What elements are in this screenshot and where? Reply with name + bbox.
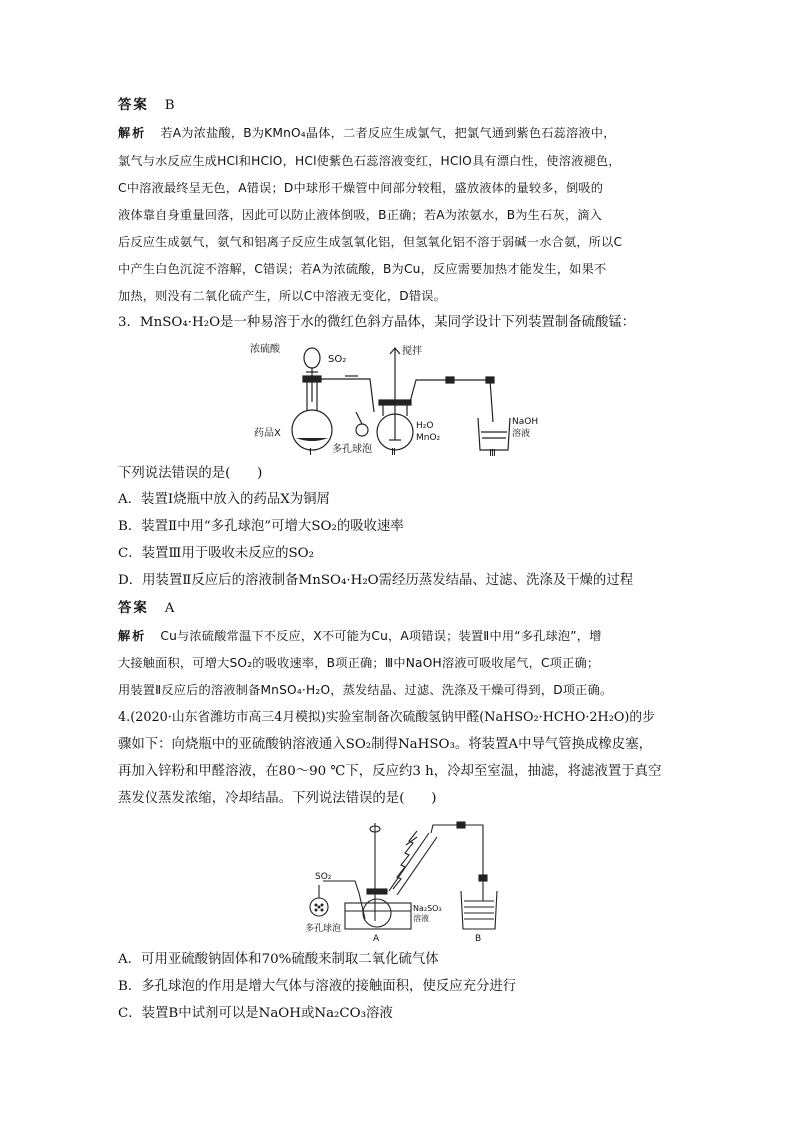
q3-option-c: C．装置Ⅲ用于吸收未反应的SO₂ xyxy=(118,546,314,561)
label-apparatus-ii: Ⅱ xyxy=(391,447,396,458)
label-bubbler: 多孔球泡 xyxy=(332,444,372,455)
label-conc-acid: 浓硫酸 xyxy=(250,344,280,355)
porous-bubbler xyxy=(356,424,368,436)
q3-prompt: 下列说法错误的是( ) xyxy=(118,466,263,481)
q3-option-a: A．装置Ⅰ烧瓶中放入的药品X为铜屑 xyxy=(118,492,330,507)
q3-option-b: B．装置Ⅱ中用“多孔球泡”可增大SO₂的吸收速率 xyxy=(118,519,404,534)
q4-stem: 4.(2020·山东省潍坊市高三4月模拟)实验室制备次硫酸氢钠甲醛(NaHSO₂·HCHO·2H₂O)的步 xyxy=(118,710,655,725)
q3-stem: 3．MnSO₄·H₂O是一种易溶于水的微红色斜方晶体，某同学设计下列装置制备硫酸锰： xyxy=(118,315,636,330)
q2-analysis-text: 液体靠自身重量回落，因此可以防止液体倒吸，B正确；若A为浓氨水，B为生石灰，滴入 xyxy=(118,208,602,222)
q4-option-b: B．多孔球泡的作用是增大气体与溶液的接触面积，使反应充分进行 xyxy=(118,979,517,994)
q2-analysis-text: 中产生白色沉淀不溶解，C错误；若A为浓硫酸，B为Cu，反应需要加热才能发生，如果不 xyxy=(118,262,607,276)
q3-analysis-text: Cu与浓硫酸常温下不反应，X不可能为Cu，A项错误；装置Ⅱ中用“多孔球泡”，增 xyxy=(160,629,602,643)
q2-answer: B xyxy=(164,98,175,113)
answer-label: 答案 xyxy=(118,600,149,616)
label-apparatus-iii: Ⅲ xyxy=(489,448,496,459)
q3-answer-line xyxy=(118,598,174,619)
label-drug-x: 药品X xyxy=(254,428,281,439)
drug-x xyxy=(296,438,328,441)
q2-analysis-text: 氯气与水反应生成HCl和HClO，HCl使紫色石蕊溶液变红，HClO具有漂白性，使溶液褪色， xyxy=(118,154,621,168)
q2-answer-line xyxy=(118,95,175,116)
label-so2: SO₂ xyxy=(315,872,332,882)
label-apparatus-b: B xyxy=(475,934,482,944)
q2-analysis-text: C中溶液最终呈无色，A错误；D中球形干燥管中间部分较粗，盛放液体的量较多，倒吸的 xyxy=(118,181,604,195)
q3-analysis-text: 大接触面积，可增大SO₂的吸收速率，B项正确；Ⅲ中NaOH溶液可吸收尾气，C项正确； xyxy=(118,656,600,670)
q3-analysis-text: 用装置Ⅱ反应后的溶液制备MnSO₄·H₂O，蒸发结晶、过滤、洗涤及干燥可得到，D项正确。 xyxy=(118,683,613,697)
q3-answer: A xyxy=(164,601,175,616)
label-apparatus-a: A xyxy=(373,934,380,944)
label-mno2: MnO₂ xyxy=(416,433,441,443)
analysis-label: 解析 xyxy=(118,126,147,140)
q4-option-a: A．可用亚硫酸钠固体和70%硫酸来制取二氧化硫气体 xyxy=(118,952,439,967)
label-h2o: H₂O xyxy=(416,421,434,431)
q4-stem: 骤如下：向烧瓶中的亚硫酸钠溶液通入SO₂制得NaHSO₃。将装置A中导气管换成橡皮塞， xyxy=(118,737,652,752)
label-bubbler: 多孔球泡 xyxy=(305,924,342,934)
q4-apparatus-figure xyxy=(305,815,505,945)
q3-apparatus-figure xyxy=(250,340,550,460)
label-so2: SO₂ xyxy=(328,354,347,365)
q4-option-c: C．装置B中试剂可以是NaOH或Na₂CO₃溶液 xyxy=(118,1006,393,1021)
answer-label: 答案 xyxy=(118,97,149,113)
label-na2so3: Na₂SO₃ xyxy=(413,904,442,913)
q2-analysis-text: 若A为浓盐酸，B为KMnO₄晶体，二者反应生成氯气，把氯气通到紫色石蕊溶液中， xyxy=(160,126,616,140)
q2-analysis-text: 加热，则没有二氧化硫产生，所以C中溶液无变化，D错误。 xyxy=(118,289,446,303)
q4-stem: 再加入锌粉和甲醛溶液，在80～90 ℃下，反应约3 h，冷却至室温，抽滤，将滤液置于真空 xyxy=(118,764,662,779)
label-apparatus-i: Ⅰ xyxy=(309,447,312,458)
label-naoh: NaOH xyxy=(512,417,539,427)
label-naoh-solution: 溶液 xyxy=(512,429,531,439)
q3-option-d: D．用装置Ⅱ反应后的溶液制备MnSO₄·H₂O需经历蒸发结晶、过滤、洗涤及干燥的过程 xyxy=(118,573,634,588)
q3-analysis-line xyxy=(118,626,602,646)
separatory-funnel xyxy=(304,348,320,368)
q4-stem: 蒸发仪蒸发浓缩，冷却结晶。下列说法错误的是( ) xyxy=(118,791,437,806)
q2-analysis-line xyxy=(118,123,616,143)
label-stir: 搅拌 xyxy=(402,346,422,357)
label-solution: 溶液 xyxy=(413,914,429,923)
flask-i xyxy=(292,410,332,450)
q2-analysis-text: 后反应生成氨气，氨气和铝离子反应生成氢氧化铝，但氢氧化铝不溶于弱碱一水合氨，所以C xyxy=(118,235,623,249)
water-bath-a xyxy=(345,903,411,929)
analysis-label: 解析 xyxy=(118,629,147,643)
